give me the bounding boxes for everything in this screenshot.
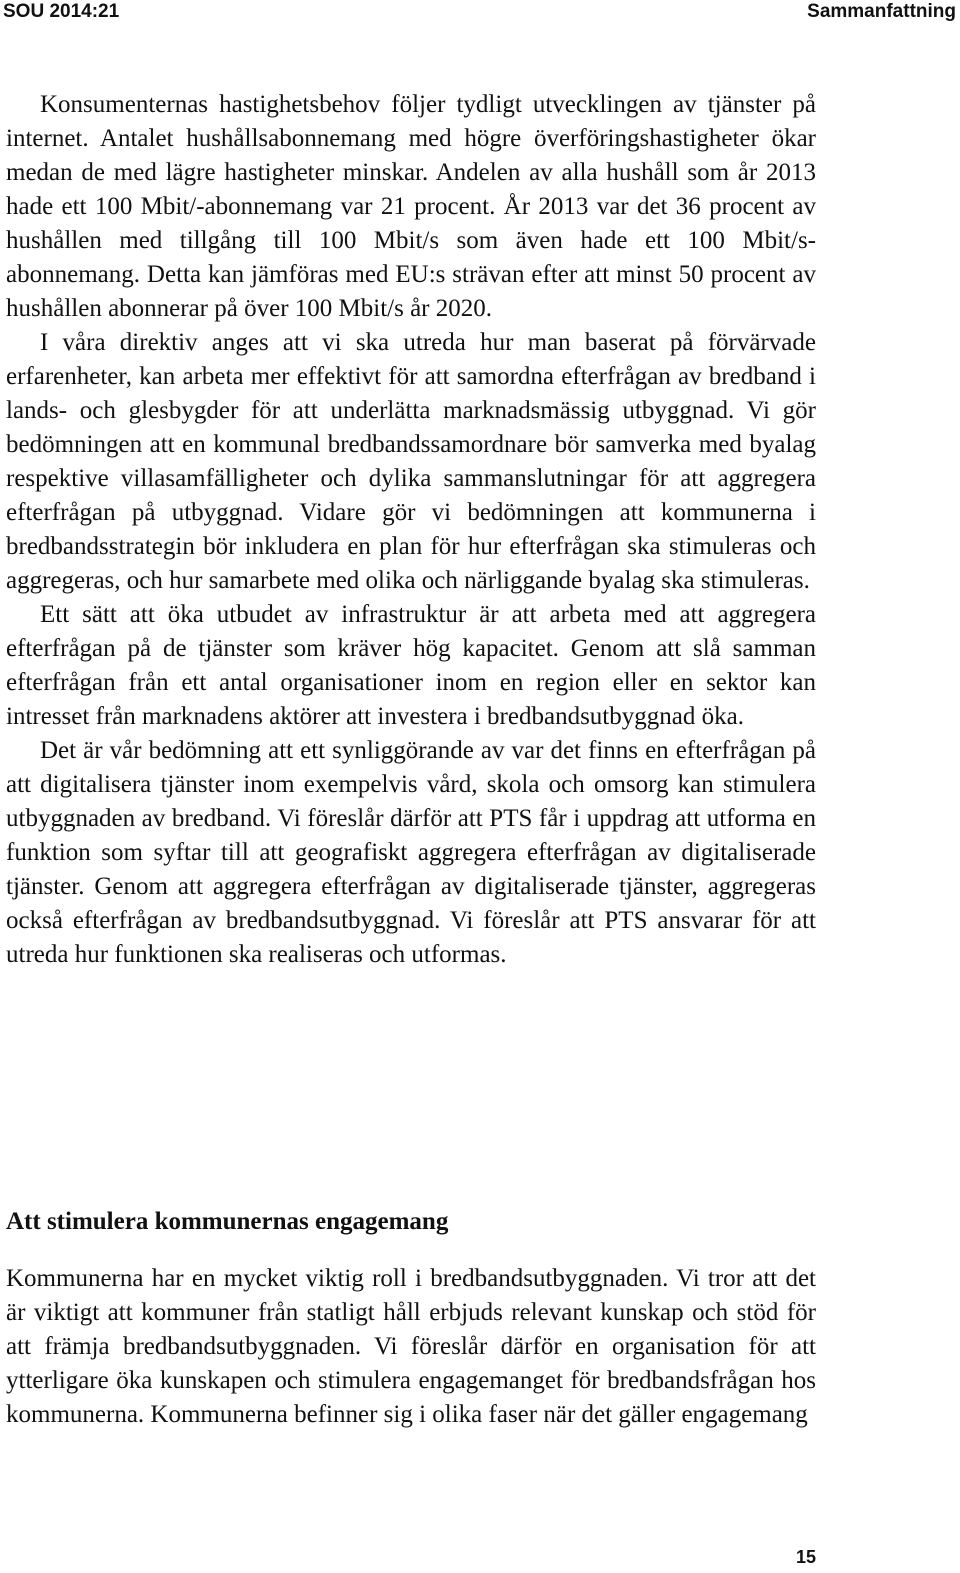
paragraph-4: Det är vår bedömning att ett synliggörande av var det finns en efterfrågan på att digitalisera tjänster inom exempelvis vård, skola och omsorg kan stimulera utbyggnaden av bredband. Vi föreslår därför att PTS får i uppdrag att utforma en funktion som syftar till att geografiskt aggregera efterfrågan av digitaliserade tjänster. Genom att aggregera efterfrågan av digitaliserade tjänster, aggregeras också efterfrågan av bredbandsutbyggnad. Vi föreslår att PTS ansvarar för att utreda hur funktionen ska realiseras och utformas.	[6, 737, 816, 968]
paragraph-2: I våra direktiv anges att vi ska utreda hur man baserat på förvärvade erfarenheter, kan arbeta mer effektivt för att samordna efterfrågan av bredband i lands- och glesbygder för att underlätta marknadsmässig utbyggnad. Vi gör bedömningen att en kommunal bredbandssamordnare bör samverka med byalag respektive villasamfälligheter och dylika sammanslutningar för att aggregera efterfrågan på utbyggnad. Vidare gör vi bedömningen att kommunerna i bredbandsstrategin bör inkludera en plan för hur efterfrågan ska stimuleras och aggregeras, och hur samarbete med olika och närliggande byalag ska stimuleras.	[6, 329, 816, 594]
section-kommuner	[6, 1205, 816, 1432]
body-text	[6, 88, 816, 972]
section-heading: Att stimulera kommunernas engagemang	[6, 1208, 449, 1235]
paragraph-3: Ett sätt att öka utbudet av infrastruktur är att arbeta med att aggregera efterfrågan på de tjänster som kräver hög kapacitet. Genom att slå samman efterfrågan från ett antal organisationer inom en region eller en sektor kan intresset från marknadens aktörer att investera i bredbandsutbyggnad öka.	[6, 601, 816, 730]
report-id: SOU 2014:21	[3, 1, 120, 22]
running-header	[0, 0, 960, 24]
page-number: 15	[795, 1547, 816, 1567]
section-paragraph: Kommunerna har en mycket viktig roll i bredbandsutbyggnaden. Vi tror att det är viktigt att kommuner från statligt håll erbjuds relevant kunskap och stöd för att främja bredbandsutbyggnaden. Vi föreslår därför en organisation för att ytterligare öka kunskapen och stimulera engagemanget för bredbandsfrågan hos kommunerna. Kommunerna befinner sig i olika faser när det gäller engagemang	[6, 1265, 816, 1428]
chapter-title: Sammanfattning	[807, 1, 956, 22]
paragraph-1: Konsumenternas hastighetsbehov följer tydligt utvecklingen av tjänster på internet. Antalet hushållsabonnemang med högre överföringshastigheter ökar medan de med lägre hastigheter minskar. Andelen av alla hushåll som år 2013 hade ett 100 Mbit/-abonnemang var 21 procent. År 2013 var det 36 procent av hushållen med tillgång till 100 Mbit/s som även hade ett 100 Mbit/s-abonnemang. Detta kan jämföras med EU:s strävan efter att minst 50 procent av hushållen abonnerar på över 100 Mbit/s år 2020.	[6, 91, 816, 322]
